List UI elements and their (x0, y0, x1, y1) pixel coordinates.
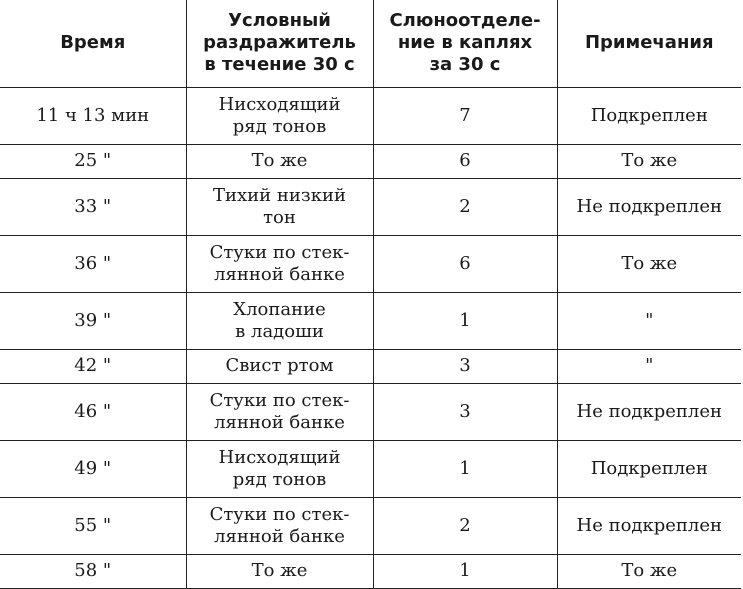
drops-cell: 1 (373, 292, 557, 349)
note-cell: Не подкреплен (557, 178, 741, 235)
note-cell: " (557, 292, 741, 349)
drops-cell: 1 (373, 554, 557, 588)
stimulus-cell: Стуки по стек- лянной банке (186, 235, 373, 292)
drops-cell: 1 (373, 440, 557, 497)
drops-cell: 2 (373, 497, 557, 554)
stimulus-cell: Нисходящий ряд тонов (186, 440, 373, 497)
note-cell: Подкреплен (557, 440, 741, 497)
header-time: Время (0, 0, 186, 87)
header-row (0, 0, 741, 87)
time-cell: 42 " (0, 349, 186, 383)
note-cell: Не подкреплен (557, 383, 741, 440)
table-row (0, 87, 741, 144)
stimulus-cell: То же (186, 554, 373, 588)
table-row (0, 554, 741, 588)
time-cell: 55 " (0, 497, 186, 554)
time-cell: 58 " (0, 554, 186, 588)
drops-cell: 3 (373, 383, 557, 440)
table-row (0, 349, 741, 383)
time-cell: 33 " (0, 178, 186, 235)
table-row (0, 292, 741, 349)
table-row (0, 383, 741, 440)
table-row (0, 178, 741, 235)
stimulus-cell: Свист ртом (186, 349, 373, 383)
table-row (0, 440, 741, 497)
header-stimulus: Условный раздражитель в течение 30 с (186, 0, 373, 87)
stimulus-cell: Тихий низкий тон (186, 178, 373, 235)
note-cell: Не подкреплен (557, 497, 741, 554)
header-salivation: Слюноотделе- ние в каплях за 30 с (373, 0, 557, 87)
note-cell: То же (557, 235, 741, 292)
note-cell: " (557, 349, 741, 383)
time-cell: 49 " (0, 440, 186, 497)
drops-cell: 3 (373, 349, 557, 383)
drops-cell: 6 (373, 144, 557, 178)
table-row (0, 144, 741, 178)
stimulus-cell: Хлопание в ладоши (186, 292, 373, 349)
note-cell: То же (557, 144, 741, 178)
drops-cell: 7 (373, 87, 557, 144)
table-row (0, 235, 741, 292)
time-cell: 11 ч 13 мин (0, 87, 186, 144)
time-cell: 46 " (0, 383, 186, 440)
drops-cell: 2 (373, 178, 557, 235)
note-cell: Подкреплен (557, 87, 741, 144)
header-notes: Примечания (557, 0, 741, 87)
stimulus-cell: Стуки по стек- лянной банке (186, 383, 373, 440)
table-row (0, 497, 741, 554)
time-cell: 36 " (0, 235, 186, 292)
note-cell: То же (557, 554, 741, 588)
time-cell: 39 " (0, 292, 186, 349)
stimulus-cell: Стуки по стек- лянной банке (186, 497, 373, 554)
stimulus-cell: То же (186, 144, 373, 178)
drops-cell: 6 (373, 235, 557, 292)
stimulus-cell: Нисходящий ряд тонов (186, 87, 373, 144)
time-cell: 25 " (0, 144, 186, 178)
